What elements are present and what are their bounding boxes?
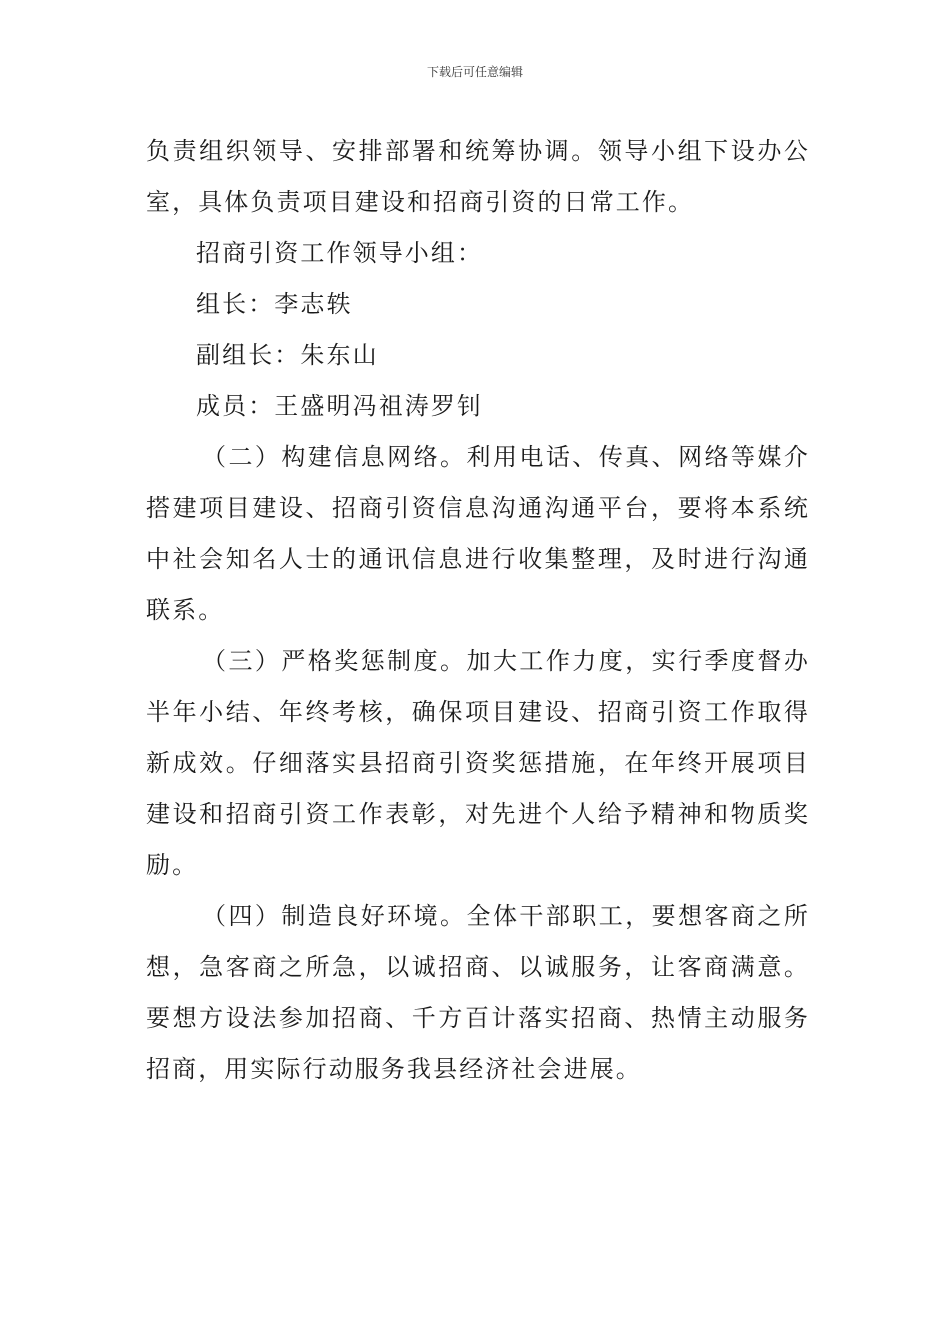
paragraph-group-title: 招商引资工作领导小组： [196,239,484,267]
paragraph-leadership-duties: 负责组织领导、安排部署和统筹协调。领导小组下设办公室，具体负责项目建设和招商引资的日常工作。 [146,137,810,216]
paragraph-group-leader: 组长：李志轶 [196,290,353,318]
paragraph-section-2: （二）构建信息网络。利用电话、传真、网络等媒介搭建项目建设、招商引资信息沟通沟通平台，要将本系统中社会知名人士的通讯信息进行收集整理，及时进行沟通联系。 [146,443,810,624]
paragraph-section-4: （四）制造良好环境。全体干部职工，要想客商之所想，急客商之所急，以诚招商、以诚服务，让客商满意。要想方设法参加招商、千方百计落实招商、热情主动服务招商，用实际行动服务我县经济社会进展。 [146,902,810,1083]
paragraph-section-3: （三）严格奖惩制度。加大工作力度，实行季度督办半年小结、年终考核，确保项目建设、招商引资工作取得新成效。仔细落实县招商引资奖惩措施，在年终开展项目建设和招商引资工作表彰，对先进个人给予精神和物质奖励。 [146,647,810,879]
page-header-note: 下载后可任意编辑 [426,65,523,79]
document-body [146,126,810,1095]
paragraph-deputy-leader: 副组长：朱东山 [196,341,379,369]
paragraph-members: 成员：王盛明冯祖涛罗钊 [196,392,484,420]
